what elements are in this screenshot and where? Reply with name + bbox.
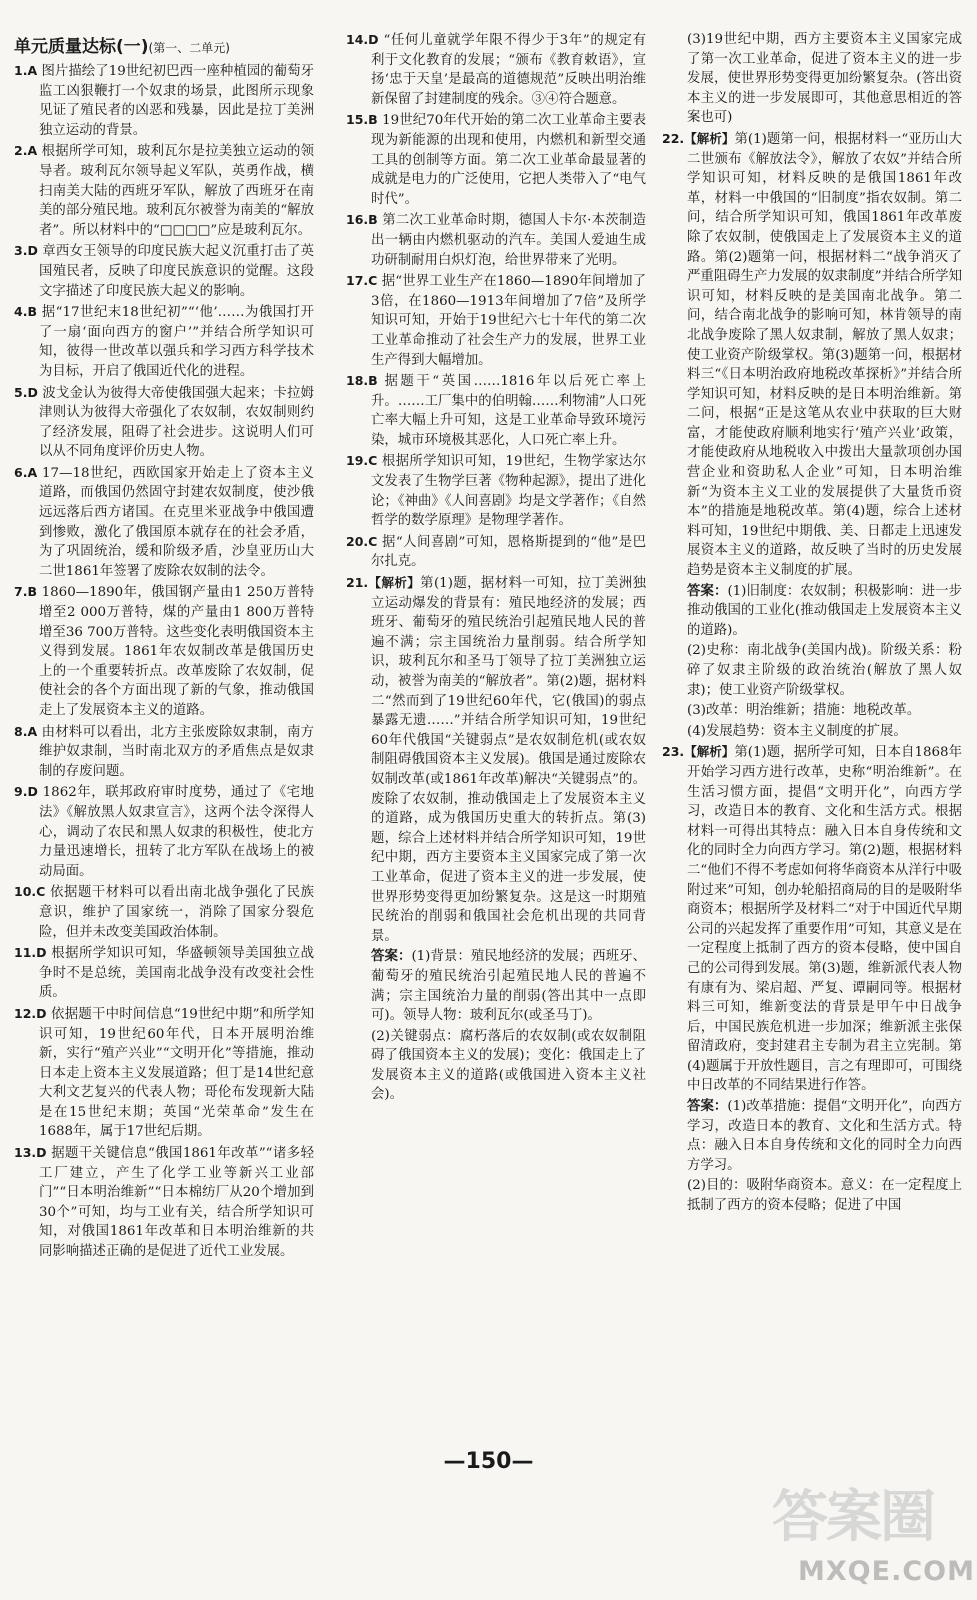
answer-23-a2: (2)目的：吸附华商资本。意义：在一定程度上抵制了西方的资本侵略；促进了中国 [687,1178,962,1214]
column-right [662,30,962,1217]
title-subtitle: (第一、二单元) [148,41,230,55]
answer-item-23: 23.【解析】第(1)题，据所学可知，日本自1868年开始学习西方进行改革，史称“明治维新”。在生活习惯方面，提倡“文明开化”，向西方学习，改造日本的教育、文化和生活方式。根据材料一可得出其特点：融入日本自身传统和文化的同时全力向西方学习。第(2)题，根据材料二“他们不得不考虑如何将华商资本从洋行中吸附过来”可知，创办轮船招商局的目的是吸附华商资本；根据所学及材料二“对于中国近代早期公司的兴起发挥了重要作用”可知，其意义是在一定程度上抵制了西方的资本侵略，使中国自己的公司得到发展。第(3)题，维新派代表人物有康有为、梁启超、严复、谭嗣同等。根据材料三可知，维新变法的背景是甲午中日战争后，中国民族危机进一步加深；维新派主张保留清政府，变封建君主专制为君主立宪制。第(4)题属于开放性题目，言之有理即可，可围绕中日改革的不同结果进行作答。 [662,744,962,1094]
watermark-url: MXQE.COM [798,1556,975,1587]
answer-item-2: 2.A 根据所学可知，玻利瓦尔是拉美独立运动的领导者。玻利瓦尔领导起义军队，英勇作战，横扫南美大陆的西班牙军队，解放了西班牙在南美的部分殖民地。玻利瓦尔被誉为南美的“解放者”。所以材料中的“□□□□”应是玻利瓦尔。 [14,143,314,238]
answer-item-15: 15.B 19世纪70年代开始的第二次工业革命主要表现为新能源的出现和使用，内燃机和新型交通工具的创制等方面。第二次工业革命最显著的成就是电力的广泛使用，它把人类带入了“电气时代”。 [346,112,646,207]
answer-22-a1: 答案：(1)旧制度：农奴制；积极影响：进一步推动俄国的工业化(推动俄国走上发展资本主义的道路)。 [687,583,962,638]
watermark-logo: 答案圈 [772,1485,934,1550]
answer-item-11: 11.D 根据所学知识可知，华盛顿领导美国独立战争时不是总统，美国南北战争没有改变社会性质。 [14,945,314,1001]
section-title [14,36,314,59]
answer-item-16: 16.B 第二次工业革命时期，德国人卡尔·本茨制造出一辆由内燃机驱动的汽车。美国人爱迪生成功研制耐用白炽灯泡，给世界带来了光明。 [346,212,646,268]
answer-item-6: 6.A 17—18世纪，西欧国家开始走上了资本主义道路，而俄国仍然固守封建农奴制度，使沙俄远远落后西方诸国。在克里米亚战争中俄国遭到惨败，激化了俄国原本就存在的社会矛盾，为了巩固统治，缓和阶级矛盾，沙皇亚历山大二世1861年签署了废除农奴制的法令。 [14,464,314,579]
answer-item-5: 5.D 波戈金认为彼得大帝使俄国强大起来；卡拉姆津则认为彼得大帝强化了农奴制，农奴制则约了经济发展，阻碍了社会进步。这说明人们可以从不同角度评价历史人物。 [14,384,314,460]
answer-item-4: 4.B 据“17世纪末18世纪初”“‘他’……为俄国打开了一扇‘面向西方的窗户’”并结合所学知识可知，彼得一世改革以强兵和学习西方科学技术为目标，开启了俄国近代化的进程。 [14,304,314,379]
answer-23-a1: 答案：(1)改革措施：提倡“文明开化”，向西方学习，改造日本的教育、文化和生活方式。特点：融入日本自身传统和文化的同时全力向西方学习。 [687,1099,962,1173]
column-left [14,36,314,1263]
answer-21-a1: 答案：(1)背景：殖民地经济的发展；西班牙、葡萄牙的殖民统治引起殖民地人民的普遍不满；宗主国统治力量的削弱(答出其中一点即可)。领导人物：玻利瓦尔(或圣马丁)。 [371,949,646,1024]
answer-item-10: 10.C 依据题干材料可以看出南北战争强化了民族意识，维护了国家统一，消除了国家分裂危险，但并未改变美国政治体制。 [14,884,314,940]
watermark [772,1478,975,1593]
answer-item-1: 1.A 图片描绘了19世纪初巴西一座种植园的葡萄牙监工凶狠鞭打一个奴隶的场景，此图所示现象见证了殖民者的凶恶和残暴，因此是拉丁美洲独立运动的背景。 [14,63,314,138]
answer-22-a4: (4)发展趋势：资本主义制度的扩展。 [687,723,907,739]
column-middle [346,30,646,1106]
answer-item-19: 19.C 根据所学知识可知，19世纪，生物学家达尔文发表了生物学巨著《物种起源》，提出了进化论；《神曲》《人间喜剧》均是文学著作；《自然哲学的数学原理》是物理学著作。 [346,453,646,529]
answer-item-22: 22.【解析】第(1)题第一问，根据材料一“亚历山大二世颁布《解放法令》，解放了农奴”并结合所学知识可知，材料反映的是俄国1861年改革，材料一中俄国的“旧制度”指农奴制。第二问，结合所学知识可知，俄国1861年改革废除了农奴制，使俄国走上了发展资本主义的道路。第(2)题第一问，根据材料二“战争消灭了严重阻碍生产力发展的奴隶制度”并结合所学知识可知，材料反映的是美国南北战争。第二问，结合南北战争的影响可知，林肯领导的南北战争废除了黑人奴隶制，解放了黑人奴隶；使工业资产阶级掌权。第(3)题第一问，根据材料三“《日本明治政府地税改革探析》”并结合所学知识可知，材料反映的是日本明治维新。第二问，根据“正是这笔从农业中获取的巨大财富，才能使政府顺利地实行‘殖产兴业’政策，才能使政府从地税收入中拨出大量款项创办国营企业和资助私人企业”可知，日本明治维新“为资本主义工业的发展提供了大量货币资本”的措施是地税改革。第(4)题，综合上述材料可知，19世纪中期俄、美、日都走上迅速发展资本主义的道路，故反映了当时的历史发展趋势是资本主义制度的扩展。 [662,130,962,579]
answer-item-3: 3.D 章西女王领导的印度民族大起义沉重打击了英国殖民者，反映了印度民族意识的觉醒。这段文字描述了印度民族大起义的影响。 [14,243,314,299]
answer-item-14: 14.D “任何儿童就学年限不得少于3年”的规定有利于文化教育的发展；“颁布《教育敕语》，宣扬‘忠于天皇’是最高的道德规范”反映出明治维新保留了封建制度的残余。③④符合题意。 [346,32,646,107]
title-text: 单元质量达标(一) [14,37,149,57]
answer-item-7: 7.B 1860—1890年，俄国钢产量由1 250万普特增至2 000万普特，煤的产量由1 800万普特增至36 700万普特。这些变化表明俄国资本主义得到发展。1861年农奴制改革是俄国历史上的一个重要转折点。改革废除了农奴制，促使社会的各个方面出现了新的气象，推动俄国走上了发展资本主义的道路。 [14,584,314,718]
answer-item-8: 8.A 由材料可以看出，北方主张废除奴隶制，南方维护奴隶制，当时南北双方的矛盾焦点是奴隶制的存废问题。 [14,723,314,779]
answer-item-21: 21.【解析】第(1)题，据材料一可知，拉丁美洲独立运动爆发的背景有：殖民地经济的发展；西班牙、葡萄牙的殖民统治引起殖民地人民的普遍不满；宗主国统治力量削弱。结合所学知识，玻利瓦尔和圣马丁领导了拉丁美洲独立运动，被誉为南美的“解放者”。第(2)题，据材料二“然而到了19世纪60年代，它(俄国)的弱点暴露无遗……”并结合所学知识可知，19世纪60年代俄国“关键弱点”是农奴制危机(或农奴制阻碍俄国资本主义发展)。俄国是通过废除农奴制改革(或1861年改革)解决“关键弱点”的。废除了农奴制，推动俄国走上了发展资本主义的道路，成为俄国历史重大的转折点。第(3)题，综合上述材料并结合所学知识可知，19世纪中期，西方主要资本主义国家完成了第一次工业革命，促进了资本主义的进一步发展，使世界形势变得更加纷繁复杂。这是这一时期殖民统治的削弱和俄国社会危机出现的共同背景。 [346,575,646,944]
answer-21-a2: (2)关键弱点：腐朽落后的农奴制(或农奴制阻碍了俄国资本主义的发展)；变化：俄国走上了发展资本主义的道路(或俄国进入资本主义社会)。 [371,1028,646,1103]
page-number: —150— [443,1449,534,1474]
answer-item-13: 13.D 据题干关键信息“俄国1861年改革”“诸多轻工厂建立，产生了化学工业等新兴工业部门”“日本明治维新”“日本棉纺厂从20个增加到30个”可知，均与工业有关，结合所学知识可知，对俄国1861年改革和日本明治维新的共同影响描述正确的是促进了近代工业发展。 [14,1145,314,1260]
answer-item-9: 9.D 1862年，联邦政府审时度势，通过了《宅地法》《解放黑人奴隶宣言》，这两个法令深得人心，调动了农民和黑人奴隶的积极性，使北方力量迅速增长，扭转了北方军队在战场上的被动局面。 [14,784,314,879]
answer-22-a2: (2)史称：南北战争(美国内战)。阶级关系：粉碎了奴隶主阶级的政治统治(解放了黑人奴隶)；使工业资产阶级掌权。 [687,643,962,698]
answer-item-18: 18.B 据题干“英国……1816年以后死亡率上升。……工厂集中的伯明翰……利物浦”人口死亡率大幅上升可知，这是工业革命导致环境污染，城市环境极其恶化，人口死亡率上升。 [346,373,646,448]
answer-item-17: 17.C 据“世界工业生产在1860—1890年间增加了3倍，在1860—1913年间增加了7倍”及所学知识可知，开始于19世纪六七十年代的第二次工业革命推动了社会生产力的发展，世界工业生产得到大幅增加。 [346,273,646,368]
answer-22-a3: (3)改革：明治维新；措施：地税改革。 [687,703,921,719]
answer-21-a3: (3)19世纪中期，西方主要资本主义国家完成了第一次工业革命，促进了资本主义的进一步发展，使世界形势变得更加纷繁复杂。(答出资本主义的进一步发展即可，其他意思相近的答案也可) [687,32,962,126]
answer-item-20: 20.C 据“人间喜剧”可知，恩格斯提到的“他”是巴尔扎克。 [346,533,646,570]
answer-item-12: 12.D 依据题干中时间信息“19世纪中期”和所学知识可知，19世纪60年代，日本开展明治维新，实行“殖产兴业”“文明开化”等措施，推动日本走上资本主义发展道路；但丁是14世纪意大利文艺复兴的代表人物；哥伦布发现新大陆是在15世纪末期；英国“光荣革命”发生在1688年，属于17世纪后期。 [14,1005,314,1140]
